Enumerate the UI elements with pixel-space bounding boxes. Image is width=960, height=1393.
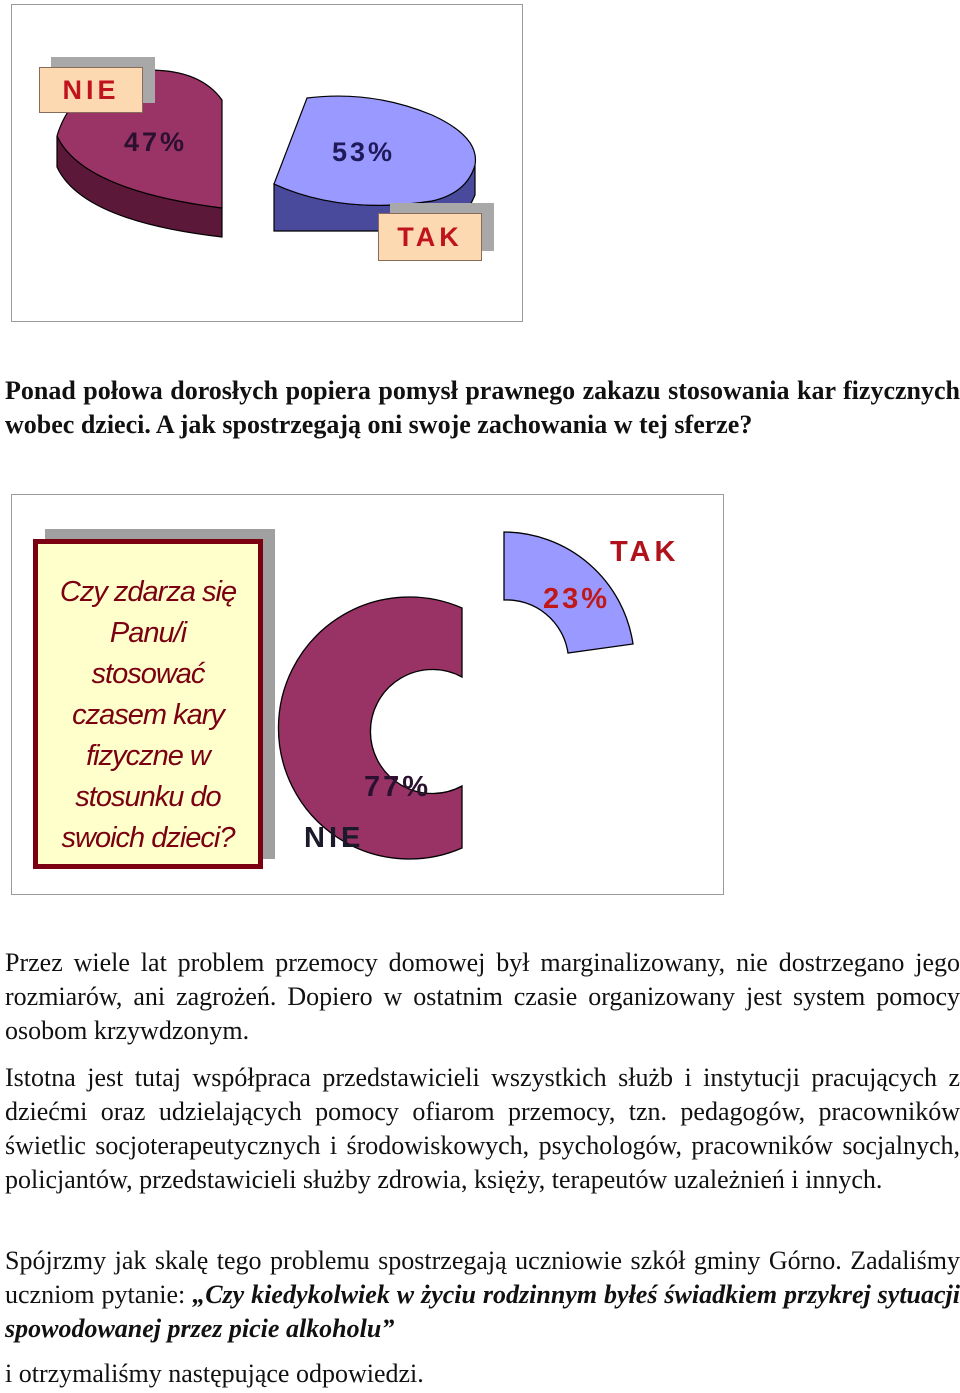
question-line: Czy zdarza się bbox=[59, 576, 237, 608]
question-line: stosować bbox=[91, 658, 205, 690]
donut-slice-no bbox=[278, 597, 462, 859]
pie1-label-yes: TAK bbox=[378, 213, 482, 261]
donut-label-no: NIE bbox=[304, 822, 365, 854]
donut-chart-2 bbox=[11, 494, 724, 895]
pie1-pct-no: 47% bbox=[124, 127, 188, 157]
pie-chart-1-svg bbox=[12, 5, 522, 321]
paragraph-4 bbox=[5, 1244, 960, 1346]
pie1-pct-yes: 53% bbox=[332, 137, 396, 167]
question-line: Panu/i bbox=[109, 617, 187, 649]
pie1-label-no: NIE bbox=[39, 67, 143, 113]
question-line: swoich dzieci? bbox=[61, 822, 235, 854]
paragraph-5: i otrzymaliśmy następujące odpowiedzi. bbox=[5, 1359, 424, 1388]
paragraph-3: Istotna jest tutaj współpraca przedstawicieli wszystkich służb i instytucji pracujących z dziećmi oraz udzielających pomocy ofiarom przemocy, tzn. pedagogów, pracowników świetlic socjoterapeutycznych i środowiskowych, psychologów, pracowników socjalnych, policjantów, przedstawicieli służby zdrowia, księży, terapeutów uzależnień i innych. bbox=[5, 1063, 960, 1194]
question-line: stosunku do bbox=[75, 781, 221, 813]
paragraph-4-text: Spójrzmy jak skalę tego problemu spostrzegają uczniowie szkół gminy Górno. Zadaliśmy uczniom pytanie: bbox=[5, 1246, 960, 1309]
paragraph-1: Ponad połowa dorosłych popiera pomysł prawnego zakazu stosowania kar fizycznych wobec dzieci. A jak spostrzegają oni swoje zachowania w tej sferze? bbox=[5, 376, 960, 439]
question-line: fizyczne w bbox=[86, 740, 210, 772]
survey-question: „Czy kiedykolwiek w życiu rodzinnym byłeś świadkiem przykrej sytuacji spowodowanej przez picie alkoholu” bbox=[5, 1280, 960, 1343]
question-line: czasem kary bbox=[72, 699, 224, 731]
donut-label-yes: TAK bbox=[610, 536, 680, 568]
paragraph-2: Przez wiele lat problem przemocy domowej był marginalizowany, nie dostrzegano jego rozmiarów, ani zagrożeń. Dopiero w ostatnim czasie organizowany jest system pomocy osobom krzywdzonym. bbox=[5, 948, 960, 1045]
donut-pct-no: 77% bbox=[364, 771, 432, 803]
donut-pct-yes: 23% bbox=[543, 583, 611, 615]
pie-chart-1 bbox=[11, 4, 523, 322]
